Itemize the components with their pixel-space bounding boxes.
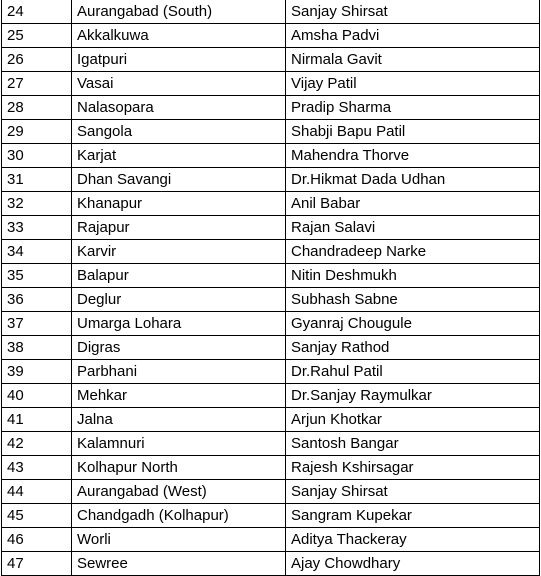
candidate-cell: Ajay Chowdhary: [286, 552, 540, 576]
table-row: [2, 24, 540, 48]
serial-number-cell: 24: [2, 0, 72, 24]
candidate-cell: Subhash Sabne: [286, 288, 540, 312]
table-row: [2, 72, 540, 96]
candidate-cell: Rajan Salavi: [286, 216, 540, 240]
candidate-cell: Gyanraj Chougule: [286, 312, 540, 336]
serial-number-cell: 27: [2, 72, 72, 96]
candidate-cell: Vijay Patil: [286, 72, 540, 96]
candidate-cell: Nirmala Gavit: [286, 48, 540, 72]
candidate-cell: Dr.Hikmat Dada Udhan: [286, 168, 540, 192]
constituency-cell: Balapur: [72, 264, 286, 288]
constituency-cell: Kalamnuri: [72, 432, 286, 456]
table-row: [2, 96, 540, 120]
serial-number-cell: 38: [2, 336, 72, 360]
constituency-cell: Akkalkuwa: [72, 24, 286, 48]
constituency-cell: Sewree: [72, 552, 286, 576]
candidate-cell: Dr.Rahul Patil: [286, 360, 540, 384]
constituency-cell: Vasai: [72, 72, 286, 96]
constituency-cell: Khanapur: [72, 192, 286, 216]
table-row: [2, 480, 540, 504]
serial-number-cell: 39: [2, 360, 72, 384]
constituency-cell: Parbhani: [72, 360, 286, 384]
constituency-cell: Nalasopara: [72, 96, 286, 120]
table-row: [2, 168, 540, 192]
serial-number-cell: 44: [2, 480, 72, 504]
serial-number-cell: 40: [2, 384, 72, 408]
serial-number-cell: 26: [2, 48, 72, 72]
constituency-cell: Mehkar: [72, 384, 286, 408]
candidate-cell: Rajesh Kshirsagar: [286, 456, 540, 480]
serial-number-cell: 45: [2, 504, 72, 528]
candidate-cell: Mahendra Thorve: [286, 144, 540, 168]
serial-number-cell: 31: [2, 168, 72, 192]
serial-number-cell: 47: [2, 552, 72, 576]
table-row: [2, 288, 540, 312]
constituency-cell: Chandgadh (Kolhapur): [72, 504, 286, 528]
table-body: [2, 0, 540, 576]
serial-number-cell: 43: [2, 456, 72, 480]
constituency-cell: Karvir: [72, 240, 286, 264]
table-row: [2, 120, 540, 144]
candidate-cell: Sanjay Shirsat: [286, 480, 540, 504]
table-row: [2, 144, 540, 168]
table-row: [2, 528, 540, 552]
candidate-cell: Amsha Padvi: [286, 24, 540, 48]
candidate-cell: Dr.Sanjay Raymulkar: [286, 384, 540, 408]
constituency-cell: Umarga Lohara: [72, 312, 286, 336]
constituency-cell: Digras: [72, 336, 286, 360]
candidate-cell: Santosh Bangar: [286, 432, 540, 456]
table-row: [2, 408, 540, 432]
table-row: [2, 552, 540, 576]
candidate-cell: Arjun Khotkar: [286, 408, 540, 432]
candidate-cell: Sanjay Shirsat: [286, 0, 540, 24]
table-row: [2, 216, 540, 240]
candidate-cell: Shabji Bapu Patil: [286, 120, 540, 144]
serial-number-cell: 46: [2, 528, 72, 552]
constituency-cell: Igatpuri: [72, 48, 286, 72]
serial-number-cell: 41: [2, 408, 72, 432]
constituency-cell: Kolhapur North: [72, 456, 286, 480]
candidate-table: [1, 0, 540, 576]
table-row: [2, 456, 540, 480]
constituency-cell: Worli: [72, 528, 286, 552]
serial-number-cell: 29: [2, 120, 72, 144]
table-row: [2, 312, 540, 336]
constituency-cell: Aurangabad (West): [72, 480, 286, 504]
serial-number-cell: 35: [2, 264, 72, 288]
serial-number-cell: 30: [2, 144, 72, 168]
candidate-cell: Chandradeep Narke: [286, 240, 540, 264]
serial-number-cell: 36: [2, 288, 72, 312]
table-row: [2, 384, 540, 408]
constituency-cell: Karjat: [72, 144, 286, 168]
constituency-cell: Dhan Savangi: [72, 168, 286, 192]
table-row: [2, 48, 540, 72]
serial-number-cell: 32: [2, 192, 72, 216]
constituency-cell: Rajapur: [72, 216, 286, 240]
table-row: [2, 504, 540, 528]
constituency-cell: Jalna: [72, 408, 286, 432]
table-row: [2, 432, 540, 456]
candidate-cell: Pradip Sharma: [286, 96, 540, 120]
table-row: [2, 360, 540, 384]
table-row: [2, 240, 540, 264]
serial-number-cell: 37: [2, 312, 72, 336]
serial-number-cell: 28: [2, 96, 72, 120]
table-row: [2, 0, 540, 24]
serial-number-cell: 25: [2, 24, 72, 48]
candidate-cell: Aditya Thackeray: [286, 528, 540, 552]
table-row: [2, 192, 540, 216]
constituency-cell: Deglur: [72, 288, 286, 312]
candidate-cell: Nitin Deshmukh: [286, 264, 540, 288]
serial-number-cell: 42: [2, 432, 72, 456]
serial-number-cell: 34: [2, 240, 72, 264]
table-row: [2, 264, 540, 288]
serial-number-cell: 33: [2, 216, 72, 240]
table-row: [2, 336, 540, 360]
candidate-cell: Sangram Kupekar: [286, 504, 540, 528]
constituency-cell: Sangola: [72, 120, 286, 144]
candidate-cell: Sanjay Rathod: [286, 336, 540, 360]
constituency-cell: Aurangabad (South): [72, 0, 286, 24]
candidate-cell: Anil Babar: [286, 192, 540, 216]
